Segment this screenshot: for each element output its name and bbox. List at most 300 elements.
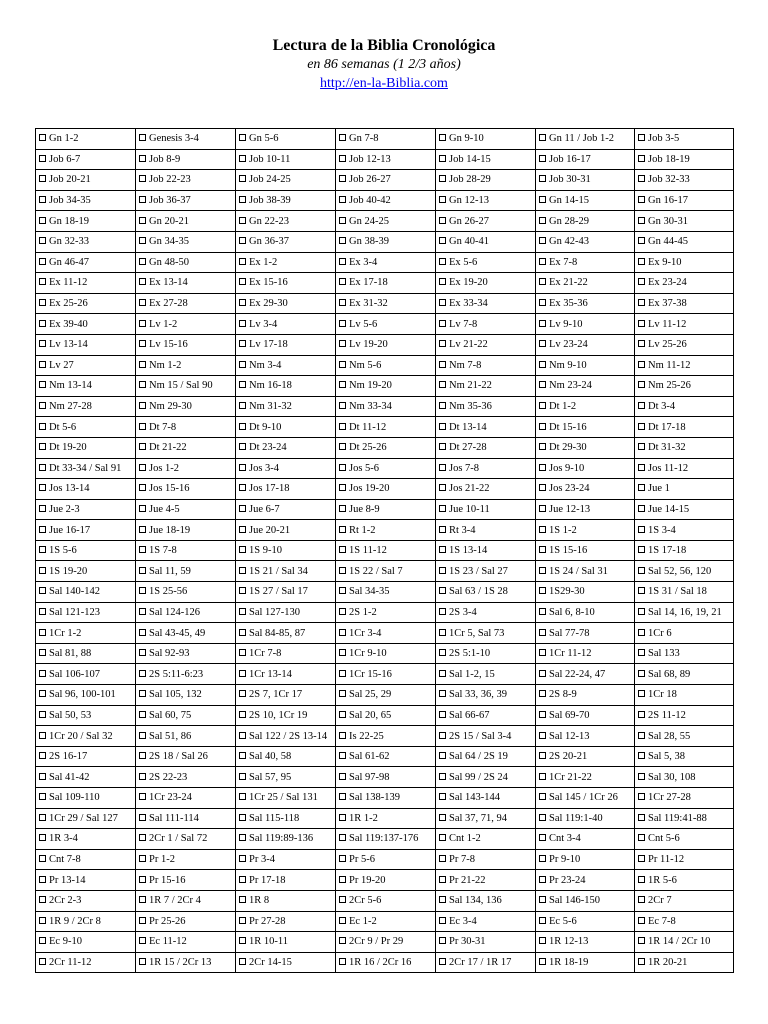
empty-checkbox-icon[interactable] [239, 361, 246, 368]
empty-checkbox-icon[interactable] [239, 670, 246, 677]
reading-cell[interactable] [336, 561, 436, 582]
empty-checkbox-icon[interactable] [139, 381, 146, 388]
reading-cell[interactable] [336, 602, 436, 623]
reading-cell[interactable] [536, 458, 635, 479]
reading-cell[interactable] [236, 849, 336, 870]
reading-cell[interactable] [436, 396, 536, 417]
empty-checkbox-icon[interactable] [638, 608, 645, 615]
empty-checkbox-icon[interactable] [39, 732, 46, 739]
empty-checkbox-icon[interactable] [539, 690, 546, 697]
empty-checkbox-icon[interactable] [539, 546, 546, 553]
reading-cell[interactable] [136, 911, 236, 932]
reading-cell[interactable] [136, 520, 236, 541]
empty-checkbox-icon[interactable] [139, 464, 146, 471]
reading-cell[interactable] [36, 252, 136, 273]
empty-checkbox-icon[interactable] [339, 258, 346, 265]
empty-checkbox-icon[interactable] [439, 587, 446, 594]
empty-checkbox-icon[interactable] [339, 711, 346, 718]
empty-checkbox-icon[interactable] [638, 443, 645, 450]
reading-cell[interactable] [336, 170, 436, 191]
empty-checkbox-icon[interactable] [439, 484, 446, 491]
reading-cell[interactable] [236, 149, 336, 170]
empty-checkbox-icon[interactable] [539, 505, 546, 512]
empty-checkbox-icon[interactable] [339, 587, 346, 594]
reading-cell[interactable] [436, 376, 536, 397]
empty-checkbox-icon[interactable] [239, 196, 246, 203]
reading-cell[interactable] [36, 458, 136, 479]
empty-checkbox-icon[interactable] [439, 237, 446, 244]
empty-checkbox-icon[interactable] [239, 484, 246, 491]
reading-cell[interactable] [36, 355, 136, 376]
reading-cell[interactable] [536, 582, 635, 603]
reading-cell[interactable] [136, 767, 236, 788]
empty-checkbox-icon[interactable] [638, 896, 645, 903]
empty-checkbox-icon[interactable] [539, 896, 546, 903]
empty-checkbox-icon[interactable] [39, 876, 46, 883]
empty-checkbox-icon[interactable] [339, 896, 346, 903]
empty-checkbox-icon[interactable] [539, 629, 546, 636]
reading-cell[interactable] [336, 293, 436, 314]
reading-cell[interactable] [436, 767, 536, 788]
empty-checkbox-icon[interactable] [39, 958, 46, 965]
reading-cell[interactable] [236, 314, 336, 335]
empty-checkbox-icon[interactable] [39, 320, 46, 327]
empty-checkbox-icon[interactable] [439, 402, 446, 409]
empty-checkbox-icon[interactable] [239, 937, 246, 944]
reading-cell[interactable] [635, 582, 734, 603]
empty-checkbox-icon[interactable] [239, 278, 246, 285]
empty-checkbox-icon[interactable] [439, 546, 446, 553]
reading-cell[interactable] [236, 273, 336, 294]
empty-checkbox-icon[interactable] [339, 340, 346, 347]
reading-cell[interactable] [536, 376, 635, 397]
reading-cell[interactable] [236, 582, 336, 603]
reading-cell[interactable] [236, 252, 336, 273]
empty-checkbox-icon[interactable] [239, 258, 246, 265]
reading-cell[interactable] [236, 211, 336, 232]
reading-cell[interactable] [336, 376, 436, 397]
reading-cell[interactable] [236, 911, 336, 932]
reading-cell[interactable] [136, 829, 236, 850]
reading-cell[interactable] [136, 293, 236, 314]
reading-cell[interactable] [136, 602, 236, 623]
empty-checkbox-icon[interactable] [39, 917, 46, 924]
empty-checkbox-icon[interactable] [339, 237, 346, 244]
reading-cell[interactable] [236, 952, 336, 973]
reading-cell[interactable] [236, 170, 336, 191]
reading-cell[interactable] [136, 952, 236, 973]
reading-cell[interactable] [336, 396, 436, 417]
empty-checkbox-icon[interactable] [239, 773, 246, 780]
reading-cell[interactable] [436, 808, 536, 829]
reading-cell[interactable] [336, 273, 436, 294]
empty-checkbox-icon[interactable] [139, 752, 146, 759]
empty-checkbox-icon[interactable] [638, 629, 645, 636]
reading-cell[interactable] [236, 293, 336, 314]
empty-checkbox-icon[interactable] [439, 958, 446, 965]
reading-cell[interactable] [236, 685, 336, 706]
reading-cell[interactable] [236, 808, 336, 829]
empty-checkbox-icon[interactable] [339, 629, 346, 636]
reading-cell[interactable] [36, 746, 136, 767]
empty-checkbox-icon[interactable] [39, 443, 46, 450]
empty-checkbox-icon[interactable] [339, 752, 346, 759]
empty-checkbox-icon[interactable] [439, 175, 446, 182]
empty-checkbox-icon[interactable] [638, 649, 645, 656]
empty-checkbox-icon[interactable] [39, 670, 46, 677]
empty-checkbox-icon[interactable] [439, 258, 446, 265]
reading-cell[interactable] [536, 252, 635, 273]
reading-cell[interactable] [236, 746, 336, 767]
empty-checkbox-icon[interactable] [139, 567, 146, 574]
reading-cell[interactable] [336, 890, 436, 911]
reading-cell[interactable] [436, 788, 536, 809]
empty-checkbox-icon[interactable] [638, 258, 645, 265]
empty-checkbox-icon[interactable] [638, 381, 645, 388]
reading-cell[interactable] [336, 932, 436, 953]
reading-cell[interactable] [536, 726, 635, 747]
empty-checkbox-icon[interactable] [239, 587, 246, 594]
reading-cell[interactable] [136, 211, 236, 232]
reading-cell[interactable] [136, 623, 236, 644]
empty-checkbox-icon[interactable] [339, 381, 346, 388]
reading-cell[interactable] [536, 520, 635, 541]
empty-checkbox-icon[interactable] [339, 690, 346, 697]
reading-cell[interactable] [236, 767, 336, 788]
empty-checkbox-icon[interactable] [439, 423, 446, 430]
empty-checkbox-icon[interactable] [638, 526, 645, 533]
reading-cell[interactable] [436, 314, 536, 335]
reading-cell[interactable] [436, 252, 536, 273]
empty-checkbox-icon[interactable] [638, 299, 645, 306]
empty-checkbox-icon[interactable] [339, 793, 346, 800]
empty-checkbox-icon[interactable] [439, 134, 446, 141]
reading-cell[interactable] [436, 479, 536, 500]
empty-checkbox-icon[interactable] [539, 217, 546, 224]
empty-checkbox-icon[interactable] [139, 299, 146, 306]
reading-cell[interactable] [236, 561, 336, 582]
reading-cell[interactable] [136, 334, 236, 355]
reading-cell[interactable] [536, 829, 635, 850]
reading-cell[interactable] [536, 767, 635, 788]
reading-cell[interactable] [635, 376, 734, 397]
empty-checkbox-icon[interactable] [39, 258, 46, 265]
empty-checkbox-icon[interactable] [539, 834, 546, 841]
reading-cell[interactable] [635, 808, 734, 829]
reading-cell[interactable] [436, 273, 536, 294]
reading-cell[interactable] [635, 334, 734, 355]
empty-checkbox-icon[interactable] [439, 278, 446, 285]
reading-cell[interactable] [336, 664, 436, 685]
reading-cell[interactable] [236, 829, 336, 850]
reading-cell[interactable] [336, 705, 436, 726]
reading-cell[interactable] [635, 540, 734, 561]
empty-checkbox-icon[interactable] [139, 937, 146, 944]
reading-cell[interactable] [536, 746, 635, 767]
reading-cell[interactable] [236, 190, 336, 211]
reading-cell[interactable] [336, 808, 436, 829]
reading-cell[interactable] [136, 726, 236, 747]
empty-checkbox-icon[interactable] [638, 505, 645, 512]
reading-cell[interactable] [136, 129, 236, 150]
reading-cell[interactable] [635, 911, 734, 932]
reading-cell[interactable] [336, 849, 436, 870]
empty-checkbox-icon[interactable] [439, 917, 446, 924]
empty-checkbox-icon[interactable] [439, 526, 446, 533]
empty-checkbox-icon[interactable] [239, 217, 246, 224]
empty-checkbox-icon[interactable] [39, 711, 46, 718]
empty-checkbox-icon[interactable] [39, 340, 46, 347]
empty-checkbox-icon[interactable] [439, 443, 446, 450]
empty-checkbox-icon[interactable] [139, 629, 146, 636]
empty-checkbox-icon[interactable] [638, 402, 645, 409]
empty-checkbox-icon[interactable] [539, 958, 546, 965]
reading-cell[interactable] [136, 149, 236, 170]
empty-checkbox-icon[interactable] [39, 752, 46, 759]
reading-cell[interactable] [436, 231, 536, 252]
reading-cell[interactable] [336, 417, 436, 438]
reading-cell[interactable] [635, 788, 734, 809]
reading-cell[interactable] [36, 582, 136, 603]
empty-checkbox-icon[interactable] [139, 484, 146, 491]
empty-checkbox-icon[interactable] [539, 937, 546, 944]
empty-checkbox-icon[interactable] [39, 629, 46, 636]
empty-checkbox-icon[interactable] [239, 834, 246, 841]
empty-checkbox-icon[interactable] [39, 134, 46, 141]
reading-cell[interactable] [136, 458, 236, 479]
empty-checkbox-icon[interactable] [339, 423, 346, 430]
empty-checkbox-icon[interactable] [139, 155, 146, 162]
empty-checkbox-icon[interactable] [239, 896, 246, 903]
reading-cell[interactable] [236, 499, 336, 520]
empty-checkbox-icon[interactable] [239, 423, 246, 430]
reading-cell[interactable] [635, 149, 734, 170]
reading-cell[interactable] [436, 685, 536, 706]
empty-checkbox-icon[interactable] [139, 876, 146, 883]
reading-cell[interactable] [336, 437, 436, 458]
reading-cell[interactable] [536, 623, 635, 644]
empty-checkbox-icon[interactable] [139, 855, 146, 862]
reading-cell[interactable] [436, 582, 536, 603]
empty-checkbox-icon[interactable] [239, 690, 246, 697]
reading-cell[interactable] [536, 643, 635, 664]
empty-checkbox-icon[interactable] [539, 464, 546, 471]
empty-checkbox-icon[interactable] [139, 917, 146, 924]
reading-cell[interactable] [36, 767, 136, 788]
reading-cell[interactable] [336, 870, 436, 891]
reading-cell[interactable] [236, 788, 336, 809]
reading-cell[interactable] [236, 376, 336, 397]
empty-checkbox-icon[interactable] [39, 381, 46, 388]
empty-checkbox-icon[interactable] [339, 567, 346, 574]
reading-cell[interactable] [436, 417, 536, 438]
reading-cell[interactable] [436, 870, 536, 891]
reading-cell[interactable] [336, 231, 436, 252]
reading-cell[interactable] [36, 849, 136, 870]
reading-cell[interactable] [436, 458, 536, 479]
reading-cell[interactable] [36, 726, 136, 747]
reading-cell[interactable] [436, 149, 536, 170]
reading-cell[interactable] [136, 437, 236, 458]
empty-checkbox-icon[interactable] [239, 752, 246, 759]
reading-cell[interactable] [436, 829, 536, 850]
reading-cell[interactable] [36, 643, 136, 664]
empty-checkbox-icon[interactable] [339, 361, 346, 368]
reading-cell[interactable] [36, 870, 136, 891]
reading-cell[interactable] [635, 231, 734, 252]
empty-checkbox-icon[interactable] [638, 855, 645, 862]
empty-checkbox-icon[interactable] [539, 773, 546, 780]
empty-checkbox-icon[interactable] [239, 711, 246, 718]
empty-checkbox-icon[interactable] [439, 320, 446, 327]
empty-checkbox-icon[interactable] [139, 587, 146, 594]
reading-cell[interactable] [36, 149, 136, 170]
empty-checkbox-icon[interactable] [39, 464, 46, 471]
reading-cell[interactable] [36, 685, 136, 706]
empty-checkbox-icon[interactable] [339, 546, 346, 553]
reading-cell[interactable] [336, 623, 436, 644]
reading-cell[interactable] [336, 252, 436, 273]
reading-cell[interactable] [136, 582, 236, 603]
empty-checkbox-icon[interactable] [539, 196, 546, 203]
empty-checkbox-icon[interactable] [339, 464, 346, 471]
empty-checkbox-icon[interactable] [539, 134, 546, 141]
empty-checkbox-icon[interactable] [439, 464, 446, 471]
reading-cell[interactable] [236, 355, 336, 376]
reading-cell[interactable] [436, 849, 536, 870]
empty-checkbox-icon[interactable] [139, 670, 146, 677]
reading-cell[interactable] [635, 170, 734, 191]
reading-cell[interactable] [436, 499, 536, 520]
reading-cell[interactable] [36, 788, 136, 809]
empty-checkbox-icon[interactable] [339, 217, 346, 224]
empty-checkbox-icon[interactable] [139, 134, 146, 141]
reading-cell[interactable] [36, 808, 136, 829]
reading-cell[interactable] [236, 437, 336, 458]
empty-checkbox-icon[interactable] [39, 423, 46, 430]
reading-cell[interactable] [536, 190, 635, 211]
empty-checkbox-icon[interactable] [39, 773, 46, 780]
empty-checkbox-icon[interactable] [638, 711, 645, 718]
reading-cell[interactable] [436, 170, 536, 191]
reading-cell[interactable] [536, 870, 635, 891]
empty-checkbox-icon[interactable] [439, 690, 446, 697]
empty-checkbox-icon[interactable] [239, 237, 246, 244]
empty-checkbox-icon[interactable] [539, 320, 546, 327]
empty-checkbox-icon[interactable] [638, 773, 645, 780]
reading-cell[interactable] [136, 355, 236, 376]
empty-checkbox-icon[interactable] [539, 278, 546, 285]
empty-checkbox-icon[interactable] [139, 175, 146, 182]
empty-checkbox-icon[interactable] [539, 917, 546, 924]
empty-checkbox-icon[interactable] [239, 299, 246, 306]
reading-cell[interactable] [635, 643, 734, 664]
reading-cell[interactable] [536, 911, 635, 932]
reading-cell[interactable] [236, 129, 336, 150]
empty-checkbox-icon[interactable] [539, 484, 546, 491]
reading-cell[interactable] [635, 396, 734, 417]
empty-checkbox-icon[interactable] [439, 299, 446, 306]
reading-cell[interactable] [336, 952, 436, 973]
reading-cell[interactable] [336, 458, 436, 479]
empty-checkbox-icon[interactable] [638, 917, 645, 924]
empty-checkbox-icon[interactable] [39, 546, 46, 553]
reading-cell[interactable] [136, 396, 236, 417]
reading-cell[interactable] [336, 479, 436, 500]
reading-cell[interactable] [536, 499, 635, 520]
empty-checkbox-icon[interactable] [139, 793, 146, 800]
reading-cell[interactable] [436, 890, 536, 911]
empty-checkbox-icon[interactable] [39, 237, 46, 244]
empty-checkbox-icon[interactable] [239, 608, 246, 615]
empty-checkbox-icon[interactable] [439, 896, 446, 903]
reading-cell[interactable] [536, 417, 635, 438]
reading-cell[interactable] [536, 705, 635, 726]
reading-cell[interactable] [536, 437, 635, 458]
empty-checkbox-icon[interactable] [39, 402, 46, 409]
reading-cell[interactable] [635, 355, 734, 376]
reading-cell[interactable] [36, 211, 136, 232]
empty-checkbox-icon[interactable] [139, 423, 146, 430]
empty-checkbox-icon[interactable] [439, 670, 446, 677]
empty-checkbox-icon[interactable] [39, 937, 46, 944]
reading-cell[interactable] [635, 890, 734, 911]
reading-cell[interactable] [635, 952, 734, 973]
empty-checkbox-icon[interactable] [139, 814, 146, 821]
empty-checkbox-icon[interactable] [638, 361, 645, 368]
reading-cell[interactable] [36, 890, 136, 911]
reading-cell[interactable] [336, 726, 436, 747]
reading-cell[interactable] [436, 623, 536, 644]
reading-cell[interactable] [136, 376, 236, 397]
reading-cell[interactable] [136, 932, 236, 953]
reading-cell[interactable] [36, 911, 136, 932]
empty-checkbox-icon[interactable] [239, 814, 246, 821]
reading-cell[interactable] [36, 396, 136, 417]
reading-cell[interactable] [36, 479, 136, 500]
reading-cell[interactable] [136, 499, 236, 520]
empty-checkbox-icon[interactable] [239, 567, 246, 574]
empty-checkbox-icon[interactable] [39, 608, 46, 615]
empty-checkbox-icon[interactable] [539, 299, 546, 306]
empty-checkbox-icon[interactable] [339, 526, 346, 533]
empty-checkbox-icon[interactable] [439, 361, 446, 368]
reading-cell[interactable] [635, 664, 734, 685]
reading-cell[interactable] [236, 664, 336, 685]
empty-checkbox-icon[interactable] [339, 608, 346, 615]
reading-cell[interactable] [336, 767, 436, 788]
empty-checkbox-icon[interactable] [638, 155, 645, 162]
reading-cell[interactable] [536, 149, 635, 170]
reading-cell[interactable] [536, 129, 635, 150]
reading-cell[interactable] [36, 376, 136, 397]
reading-cell[interactable] [36, 273, 136, 294]
reading-cell[interactable] [635, 726, 734, 747]
reading-cell[interactable] [635, 458, 734, 479]
empty-checkbox-icon[interactable] [239, 876, 246, 883]
reading-cell[interactable] [336, 129, 436, 150]
empty-checkbox-icon[interactable] [139, 896, 146, 903]
empty-checkbox-icon[interactable] [638, 793, 645, 800]
empty-checkbox-icon[interactable] [638, 876, 645, 883]
reading-cell[interactable] [536, 890, 635, 911]
reading-cell[interactable] [136, 273, 236, 294]
empty-checkbox-icon[interactable] [239, 855, 246, 862]
reading-cell[interactable] [436, 211, 536, 232]
reading-cell[interactable] [136, 479, 236, 500]
reading-cell[interactable] [336, 314, 436, 335]
reading-cell[interactable] [236, 458, 336, 479]
